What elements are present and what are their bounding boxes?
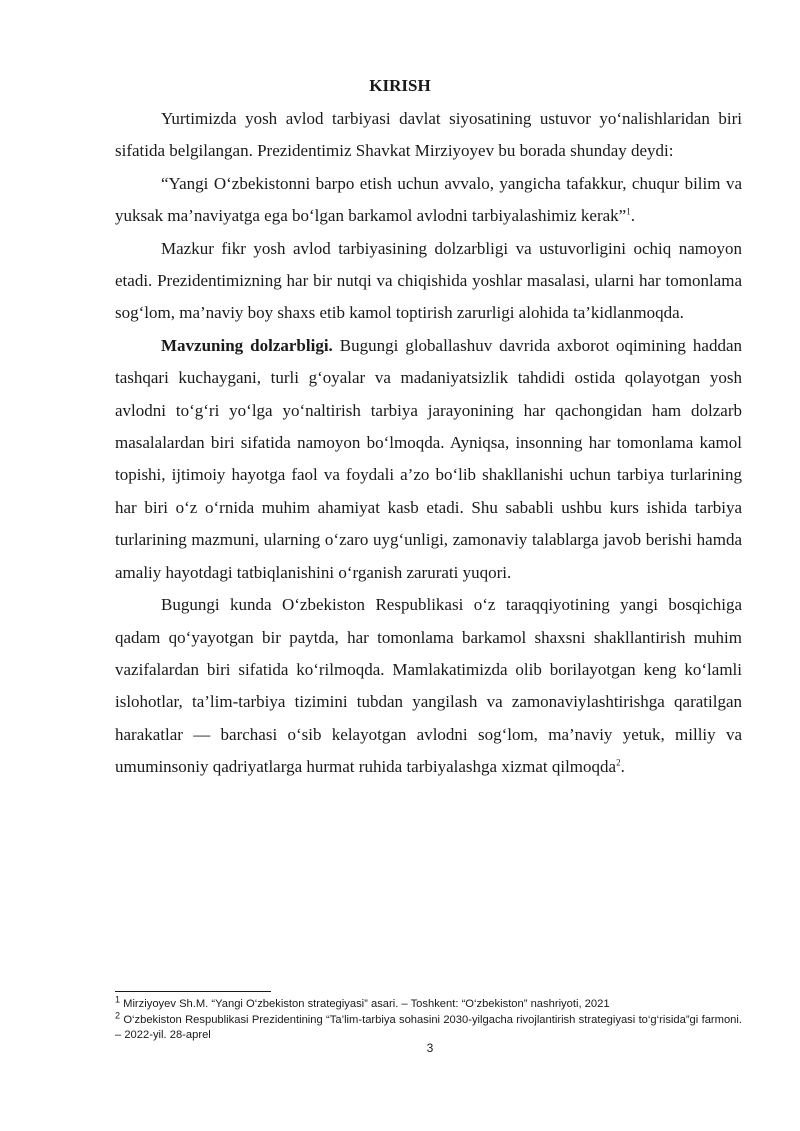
paragraph-1 <box>115 103 742 168</box>
footnote-2 <box>115 1009 742 1044</box>
paragraph-text: Yurtimizda yosh avlod tarbiyasi davlat siyosatining ustuvor yo‘nalishlaridan biri sifatida belgilangan. Prezidentimiz Shavkat Mirziyoyev bu borada shunday deydi: <box>115 109 742 161</box>
paragraph-5 <box>115 589 742 783</box>
footnote-ref-2[interactable]: 2 <box>616 757 621 768</box>
footnote-1 <box>115 994 742 1013</box>
paragraph-text: Bugungi kunda O‘zbekiston Respublikasi o‘z taraqqiyotining yangi bosqichiga qadam qo‘yayotgan bir paytda, har tomonlama barkamol shaxsni shakllantirish muhim vazifalardan biri sifatida ko‘rilmoqda. Mamlakatimizda olib borilayotgan keng ko‘lamli islohotlar, ta’lim-tarbiya tizimini tubdan yangilash va zamonaviylashtirishga qaratilgan harakatlar — barchasi o‘sib kelayotgan avlodni sog‘lom, ma’naviy yetuk, milliy va umuminsoniy qadriyatlarga hurmat ruhida tarbiyalashga xizmat qilmoqda <box>115 595 742 777</box>
paragraph-text: “Yangi O‘zbekistonni barpo etish uchun avvalo, yangicha tafakkur, chuqur bilim va yuksak ma’naviyatga ega bo‘lgan barkamol avlodni tarbiyalashimiz kerak” <box>115 173 742 226</box>
footnotes <box>115 994 742 1044</box>
paragraph-tail: . <box>630 206 635 226</box>
paragraph-text: Bugungi globallashuv davrida axborot oqimining haddan tashqari kuchaygani, turli g‘oyalar va madaniyatsizlik tahdidi ostida qolayotgan yosh avlodni to‘g‘ri yo‘lga yo‘naltirish tarbiya jarayonining har qachongidan ham dolzarb masalalardan biri sifatida namoyon bo‘lmoqda. Ayniqsa, insonning har tomonlama kamol topishi, ijtimoiy hayotga faol va foydali a’zo bo‘lib shakllanishi uchun tarbiya turlarining har biri o‘z o‘rnida muhim ahamiyat kasb etadi. Shu sababli ushbu kurs ishida tarbiya turlarining mazmuni, ularning o‘zaro uyg‘unligi, zamonaviy talablarga javob berishi hamda amaliy hayotdagi tatbiqlanishini o‘rganish zarurati yuqori. <box>115 335 743 582</box>
footnote-text: O‘zbekiston Respublikasi Prezidentining “Ta’lim-tarbiya sohasini 2030-yilgacha rivojlantirish strategiyasi to‘g‘risida”gi farmoni. – 2022-yil. 28-aprel <box>115 1013 742 1041</box>
paragraph-lead: Mavzuning dolzarbligi. <box>161 335 333 355</box>
paragraph-3 <box>115 233 742 330</box>
footnote-separator <box>115 991 271 992</box>
footnote-text: Mirziyoyev Sh.M. “Yangi O‘zbekiston strategiyasi” asari. – Toshkent: “O‘zbekiston” nashriyoti, 2021 <box>120 998 610 1010</box>
page-number: 3 <box>426 1041 434 1055</box>
paragraph-tail: . <box>620 757 625 777</box>
footnote-marker: 2 <box>115 1009 121 1020</box>
page-number-row <box>0 1041 800 1055</box>
body-text <box>115 103 742 784</box>
paragraph-4-relevance <box>115 330 742 589</box>
paragraph-2-quote <box>115 168 742 233</box>
footnote-ref-1[interactable]: 1 <box>626 206 631 217</box>
paragraph-text: Mazkur fikr yosh avlod tarbiyasining dolzarbligi va ustuvorligini ochiq namoyon etadi. Prezidentimizning har bir nutqi va chiqishida yoshlar masalasi, ularni har tomonlama sog‘lom, ma’naviy boy shaxs etib kamol toptirish zarurligi alohida ta’kidlanmoqda. <box>115 238 742 323</box>
page-heading: KIRISH <box>369 76 431 95</box>
footnote-marker: 1 <box>115 994 121 1005</box>
